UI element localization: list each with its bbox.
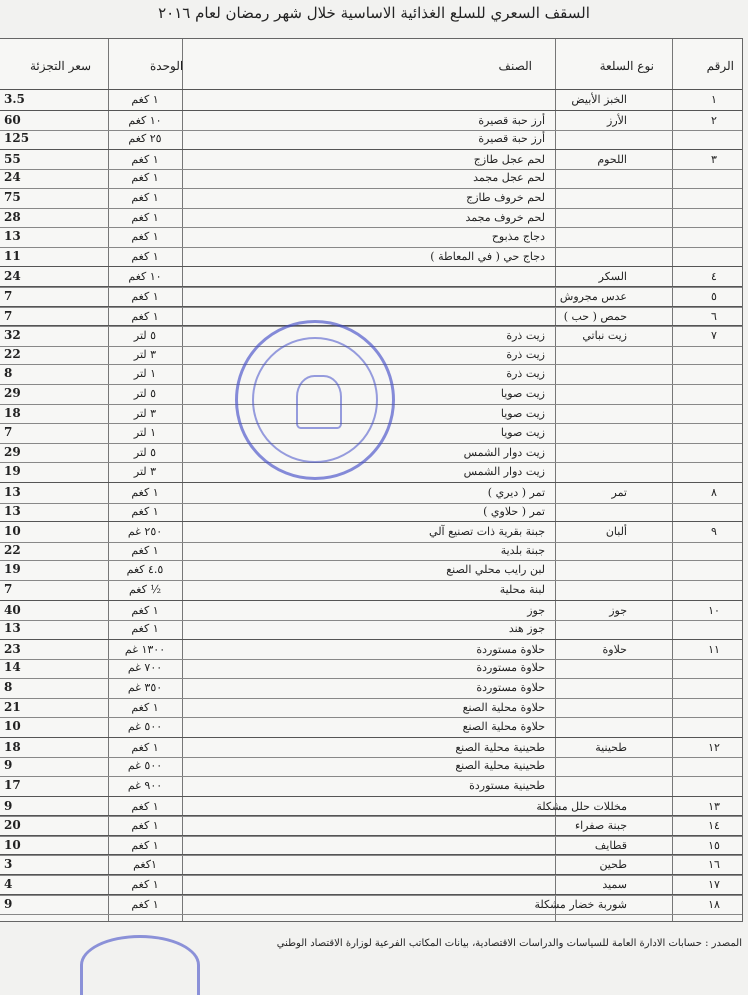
table-row bbox=[0, 678, 742, 699]
row-price: 28 bbox=[4, 209, 21, 224]
row-unit: ١ كغم bbox=[131, 290, 159, 303]
row-unit: ٥ لتر bbox=[133, 445, 157, 459]
row-unit: ٥ لتر bbox=[133, 329, 157, 343]
table-row bbox=[0, 443, 742, 464]
row-num: ١٧ bbox=[708, 878, 720, 891]
row-price: 13 bbox=[4, 485, 21, 499]
row-item: دجاج مذبوح bbox=[491, 230, 545, 244]
row-item: حلاوة محلية الصنع bbox=[462, 720, 545, 734]
row-unit: ١٣٠٠ غم bbox=[124, 642, 166, 656]
row-unit: ١ كغم bbox=[131, 897, 159, 911]
row-item: لحم عجل طازج bbox=[473, 152, 545, 166]
table-row bbox=[0, 580, 742, 601]
row-price: 8 bbox=[4, 366, 13, 381]
row-item: جوز هند bbox=[508, 622, 545, 636]
row-price: 20 bbox=[4, 818, 21, 833]
row-price: 23 bbox=[4, 641, 21, 656]
row-price: 13 bbox=[4, 229, 21, 244]
row-unit: ١ كغم bbox=[131, 819, 159, 833]
row-num: ٦ bbox=[711, 309, 717, 323]
row-item: تمر ( ديري ) bbox=[487, 486, 545, 499]
row-price: 18 bbox=[4, 739, 21, 754]
row-unit: ١ كغم bbox=[131, 249, 159, 263]
row-num: ١٨ bbox=[708, 897, 720, 911]
source-note: المصدر : حسابات الادارة العامة للسياسات والدراسات الاقتصادية، بيانات المكاتب الفرعية لوزارة الاقتصاد الوطني bbox=[276, 938, 742, 949]
table-row bbox=[0, 286, 742, 308]
table-header bbox=[0, 39, 742, 90]
row-price: 19 bbox=[4, 562, 21, 577]
row-num: ٢ bbox=[711, 113, 717, 127]
row-unit: ١ كغم bbox=[131, 799, 159, 813]
table-row bbox=[0, 325, 742, 347]
row-item: طحينية محلية الصنع bbox=[455, 740, 545, 754]
row-item: لبن رايب محلي الصنع bbox=[446, 563, 545, 577]
row-unit: ½ كغم bbox=[128, 583, 162, 596]
row-item: لبنة محلية bbox=[499, 583, 545, 596]
row-category: مخللات حلل مشكلة bbox=[536, 799, 627, 813]
row-item: حلاوة محلية الصنع bbox=[462, 700, 545, 714]
row-item: أرز حبة قصيرة bbox=[478, 132, 545, 146]
table-row bbox=[0, 560, 742, 581]
row-num: ٧ bbox=[711, 329, 717, 343]
table-row bbox=[0, 404, 742, 425]
row-price: 8 bbox=[4, 680, 13, 694]
row-price: 14 bbox=[4, 660, 21, 675]
row-category: طحينية bbox=[595, 740, 627, 754]
table-row bbox=[0, 110, 742, 132]
row-price: 22 bbox=[4, 542, 21, 557]
row-unit: ١ كغم bbox=[131, 504, 159, 518]
row-price: 24 bbox=[4, 269, 21, 284]
table-row bbox=[0, 462, 742, 483]
table-row bbox=[0, 482, 742, 504]
row-num: ١٠ bbox=[708, 603, 720, 617]
row-price: 55 bbox=[4, 151, 21, 166]
row-num: ١٣ bbox=[708, 799, 720, 813]
table-row bbox=[0, 266, 742, 288]
row-item: زيت ذرة bbox=[506, 367, 545, 381]
row-item: لحم خروف طازج bbox=[466, 191, 545, 204]
row-item: زيت ذرة bbox=[506, 329, 545, 343]
row-category: حلاوة bbox=[602, 642, 627, 656]
row-num: ٣ bbox=[711, 152, 717, 166]
table-row bbox=[0, 345, 742, 366]
table-row bbox=[0, 521, 742, 543]
row-price: 75 bbox=[4, 190, 21, 204]
row-unit: ١ كغم bbox=[131, 191, 159, 204]
row-num: ١١ bbox=[708, 642, 720, 656]
row-item: أرز حبة قصيرة bbox=[478, 113, 545, 127]
row-unit: ١ كغم bbox=[131, 543, 159, 557]
row-num: ١ bbox=[711, 93, 717, 106]
table-row bbox=[0, 541, 742, 562]
row-item: حلاوة مستوردة bbox=[476, 661, 545, 675]
row-item: زيت صويا bbox=[500, 406, 545, 420]
row-unit: ٩٠٠ غم bbox=[127, 779, 163, 792]
row-price: 4 bbox=[4, 877, 13, 891]
row-price: 32 bbox=[4, 328, 21, 343]
table-row bbox=[0, 364, 742, 385]
row-category: الأرز bbox=[607, 113, 627, 127]
row-unit: ١ كغم bbox=[131, 486, 159, 499]
row-item: طحينية مستوردة bbox=[469, 779, 545, 792]
row-num: ٥ bbox=[711, 290, 717, 303]
header-price: سعر التجزئة bbox=[30, 59, 92, 73]
row-category: تمر bbox=[611, 486, 627, 499]
row-category: سميد bbox=[602, 878, 627, 891]
table-row bbox=[0, 874, 742, 896]
row-unit: ٢٥ كغم bbox=[128, 132, 162, 146]
table-row bbox=[0, 698, 742, 719]
row-unit: ١ كغم bbox=[131, 152, 159, 166]
row-price: 29 bbox=[4, 386, 21, 400]
row-unit: ١ كغم bbox=[131, 700, 159, 714]
row-category: الخبز الأبيض bbox=[571, 93, 627, 106]
row-price: 19 bbox=[4, 464, 21, 479]
row-price: 10 bbox=[4, 837, 21, 852]
table-row bbox=[0, 423, 742, 444]
row-unit: ٢٥٠ غم bbox=[127, 525, 163, 539]
row-unit: ٥٠٠ غم bbox=[127, 720, 163, 734]
row-price: 7 bbox=[4, 425, 13, 440]
row-item: تمر ( حلاوي ) bbox=[483, 504, 545, 518]
row-unit: ٧٠٠ غم bbox=[127, 661, 163, 675]
row-unit: ١ كغم bbox=[131, 878, 159, 891]
row-unit: ٤.٥ كغم bbox=[126, 563, 164, 577]
table-row bbox=[0, 815, 742, 837]
row-price: 40 bbox=[4, 602, 21, 617]
row-unit: ١ كغم bbox=[131, 740, 159, 754]
price-table bbox=[0, 38, 743, 922]
header-category: نوع السلعة bbox=[599, 59, 654, 73]
row-unit: ٣ لتر bbox=[133, 465, 157, 479]
header-unit: الوحدة bbox=[150, 59, 184, 73]
table-row bbox=[0, 188, 742, 209]
row-price: 60 bbox=[4, 112, 21, 127]
row-item: دجاج حي ( في المعاطة ) bbox=[430, 249, 545, 263]
row-num: ٤ bbox=[711, 270, 717, 284]
row-price: 24 bbox=[4, 170, 21, 185]
row-category: جبنة صفراء bbox=[574, 819, 627, 833]
table-row bbox=[0, 227, 742, 248]
row-unit: ٣ لتر bbox=[133, 347, 157, 361]
table-row bbox=[0, 796, 742, 818]
row-item: لحم خروف مجمد bbox=[465, 210, 545, 224]
table-row bbox=[0, 129, 742, 150]
row-unit: ١٠ كغم bbox=[128, 113, 162, 127]
row-price: 9 bbox=[4, 758, 13, 773]
table-row bbox=[0, 854, 742, 876]
row-category: حمص ( حب ) bbox=[563, 309, 627, 323]
table-row bbox=[0, 208, 742, 229]
row-num: ٩ bbox=[711, 525, 717, 539]
row-item: جوز bbox=[527, 603, 545, 617]
table-row bbox=[0, 894, 742, 916]
table-row bbox=[0, 619, 742, 640]
row-price: 10 bbox=[4, 719, 21, 734]
row-price: 17 bbox=[4, 778, 21, 792]
row-price: 13 bbox=[4, 503, 21, 518]
row-category: شوربة خضار مشكلة bbox=[534, 897, 627, 911]
table-row bbox=[0, 835, 742, 857]
row-category: زيت نباتي bbox=[582, 329, 627, 343]
row-unit: ١ كغم bbox=[131, 230, 159, 244]
row-category: اللحوم bbox=[597, 152, 627, 166]
table-row bbox=[0, 247, 742, 268]
table-row bbox=[0, 639, 742, 661]
row-price: 29 bbox=[4, 444, 21, 459]
row-unit: ١ كغم bbox=[131, 171, 159, 185]
table-row bbox=[0, 168, 742, 189]
row-item: زيت صويا bbox=[500, 426, 545, 440]
row-unit: ١ كغم bbox=[131, 93, 159, 106]
table-row bbox=[0, 600, 742, 622]
table-row bbox=[0, 149, 742, 171]
row-price: 21 bbox=[4, 699, 21, 714]
row-unit: ١ كغم bbox=[131, 309, 159, 323]
row-unit: ١كغم bbox=[133, 858, 157, 872]
row-price: 9 bbox=[4, 798, 13, 813]
row-item: زيت صويا bbox=[500, 387, 545, 400]
row-item: جبنة بلدية bbox=[500, 543, 545, 557]
row-price: 7 bbox=[4, 308, 13, 323]
table-row bbox=[0, 776, 742, 797]
row-price: 3 bbox=[4, 857, 13, 872]
row-price: 18 bbox=[4, 405, 21, 420]
row-price: 7 bbox=[4, 582, 13, 596]
row-unit: ١ لتر bbox=[133, 426, 157, 440]
row-category: ألبان bbox=[605, 525, 627, 539]
row-category: عدس مجروش bbox=[559, 290, 627, 303]
row-num: ١٥ bbox=[708, 838, 720, 852]
row-unit: ١ كغم bbox=[131, 210, 159, 224]
row-item: حلاوة مستوردة bbox=[476, 681, 545, 694]
row-unit: ١ لتر bbox=[133, 367, 157, 381]
table-row bbox=[0, 502, 742, 523]
row-price: 13 bbox=[4, 621, 21, 636]
row-unit: ١ كغم bbox=[131, 622, 159, 636]
row-item: لحم عجل مجمد bbox=[473, 171, 545, 185]
row-num: ٨ bbox=[711, 486, 717, 499]
row-price: 7 bbox=[4, 289, 13, 303]
row-price: 3.5 bbox=[4, 92, 25, 106]
table-row bbox=[0, 756, 742, 777]
row-category: جوز bbox=[609, 603, 627, 617]
row-unit: ٣٥٠ غم bbox=[127, 681, 163, 694]
row-num: ١٤ bbox=[708, 819, 720, 833]
row-unit: ١ كغم bbox=[131, 603, 159, 617]
table-row bbox=[0, 90, 742, 111]
row-item: حلاوة مستوردة bbox=[476, 642, 545, 656]
row-price: 11 bbox=[4, 248, 21, 263]
row-item: جبنة بقرية ذات تصنيع آلي bbox=[429, 525, 545, 539]
table-row bbox=[0, 717, 742, 738]
table-row bbox=[0, 306, 742, 328]
row-category: قطايف bbox=[594, 838, 627, 852]
table-row bbox=[0, 384, 742, 405]
row-unit: ٥٠٠ غم bbox=[127, 759, 163, 773]
row-item: زيت ذرة bbox=[506, 347, 545, 361]
row-item: طحينية محلية الصنع bbox=[455, 759, 545, 773]
table-row bbox=[0, 658, 742, 679]
header-item: الصنف bbox=[498, 59, 532, 73]
row-price: 9 bbox=[4, 896, 13, 911]
row-unit: ١٠ كغم bbox=[128, 270, 162, 284]
row-price: 22 bbox=[4, 346, 21, 361]
row-price: 10 bbox=[4, 524, 21, 539]
page-title: السقف السعري للسلع الغذائية الاساسية خلال شهر رمضان لعام ٢٠١٦ bbox=[158, 4, 590, 22]
row-unit: ١ كغم bbox=[131, 838, 159, 852]
row-price: 125 bbox=[4, 131, 30, 146]
row-category: السكر bbox=[598, 270, 627, 284]
header-num: الرقم bbox=[706, 59, 734, 73]
row-category: طحين bbox=[599, 858, 627, 872]
row-num: ١٢ bbox=[708, 740, 720, 754]
table-row bbox=[0, 737, 742, 759]
row-item: زيت دوار الشمس bbox=[463, 445, 545, 459]
row-unit: ٥ لتر bbox=[133, 387, 157, 400]
row-item: زيت دوار الشمس bbox=[463, 465, 545, 479]
row-unit: ٣ لتر bbox=[133, 406, 157, 420]
row-num: ١٦ bbox=[708, 858, 720, 872]
ministry-stamp-bottom bbox=[80, 935, 200, 995]
